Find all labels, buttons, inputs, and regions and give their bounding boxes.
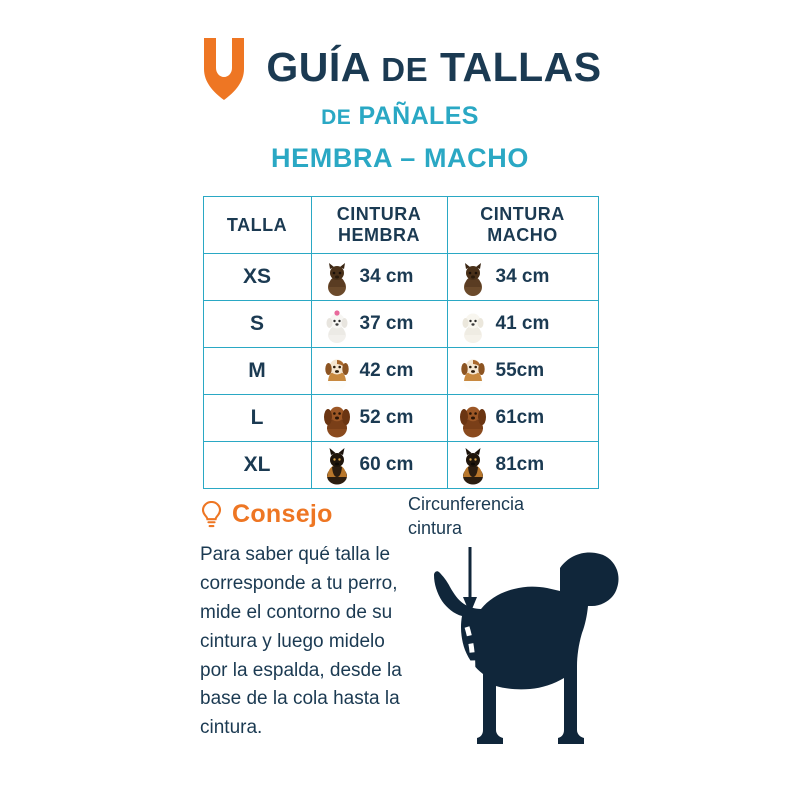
header-cintura-macho-line1: CINTURA: [480, 204, 565, 225]
beagle-icon: [456, 351, 490, 391]
german-shepherd-icon: [456, 445, 490, 485]
cell-hembra: [311, 301, 447, 348]
maltese-icon: [456, 304, 490, 344]
subtitle-rest: PAÑALES: [358, 102, 479, 130]
beagle-icon: [320, 351, 354, 391]
table-row: [203, 348, 598, 395]
maltese-icon: [320, 304, 354, 344]
table-row: [203, 395, 598, 442]
measure-text: 52 cm: [359, 407, 414, 428]
yorkshire-terrier-icon: [456, 257, 490, 297]
measure-text: 61cm: [495, 407, 545, 428]
header-cintura-macho-line2: MACHO: [487, 225, 558, 245]
callout-line2: cintura: [408, 518, 463, 539]
cell-hembra: [311, 442, 447, 489]
cell-macho: [447, 395, 598, 442]
page-header: [0, 0, 800, 174]
cell-size: L: [203, 395, 311, 442]
title-row: [0, 34, 800, 100]
cell-macho: [447, 442, 598, 489]
cell-macho: [447, 348, 598, 395]
measure-text: 60 cm: [359, 454, 414, 475]
table-row: [203, 301, 598, 348]
down-arrow-icon: [463, 547, 477, 614]
size-table: [203, 196, 599, 489]
cell-size: M: [203, 348, 311, 395]
cell-macho: [447, 254, 598, 301]
german-shepherd-icon: [320, 445, 354, 485]
title-de: DE: [381, 50, 429, 88]
table-header-row: [203, 197, 598, 254]
title-main: GUÍA: [266, 43, 370, 90]
cell-hembra: [311, 348, 447, 395]
horseshoe-logo-icon: [198, 34, 250, 100]
header-cintura-macho: [447, 197, 598, 254]
header-cintura-hembra-line1: CINTURA: [336, 204, 422, 225]
page-title: [266, 44, 601, 91]
table-row: [203, 442, 598, 489]
page-subtitle-gender: HEMBRA – MACHO: [271, 143, 529, 173]
header-talla: TALLA: [203, 197, 311, 254]
cell-macho: [447, 301, 598, 348]
header-cintura-hembra-line2: HEMBRA: [338, 225, 420, 245]
header-cintura-hembra: [311, 197, 447, 254]
measure-text: 42 cm: [359, 360, 414, 381]
size-table-body: [203, 254, 598, 489]
dog-diagram: [390, 492, 660, 782]
subtitle-de: DE: [321, 106, 352, 129]
cell-size: XL: [203, 442, 311, 489]
callout-line1: Circunferencia: [408, 494, 525, 514]
cell-size: XS: [203, 254, 311, 301]
cocker-spaniel-icon: [456, 398, 490, 438]
tip-title: Consejo: [232, 500, 333, 528]
measure-text: 41 cm: [495, 313, 550, 334]
cell-hembra: [311, 395, 447, 442]
cell-hembra: [311, 254, 447, 301]
measure-text: 34 cm: [495, 266, 550, 287]
measure-text: 55cm: [495, 360, 545, 381]
table-row: [203, 254, 598, 301]
tip-body: Para saber qué talla le corresponde a tu perro, mide el contorno de su cintura y luego midelo por la espalda, desde la base de la cola hasta la cintura.: [200, 544, 402, 739]
measure-text: 37 cm: [359, 313, 414, 334]
cell-size: S: [203, 301, 311, 348]
page-subtitle: [0, 102, 800, 131]
cocker-spaniel-icon: [320, 398, 354, 438]
yorkshire-terrier-icon: [320, 257, 354, 297]
size-table-wrapper: [203, 196, 598, 489]
title-rest: TALLAS: [439, 43, 602, 90]
measure-text: 34 cm: [359, 266, 414, 287]
dog-silhouette-icon: [390, 492, 660, 782]
lightbulb-icon: [200, 501, 223, 529]
measure-text: 81cm: [495, 454, 545, 475]
